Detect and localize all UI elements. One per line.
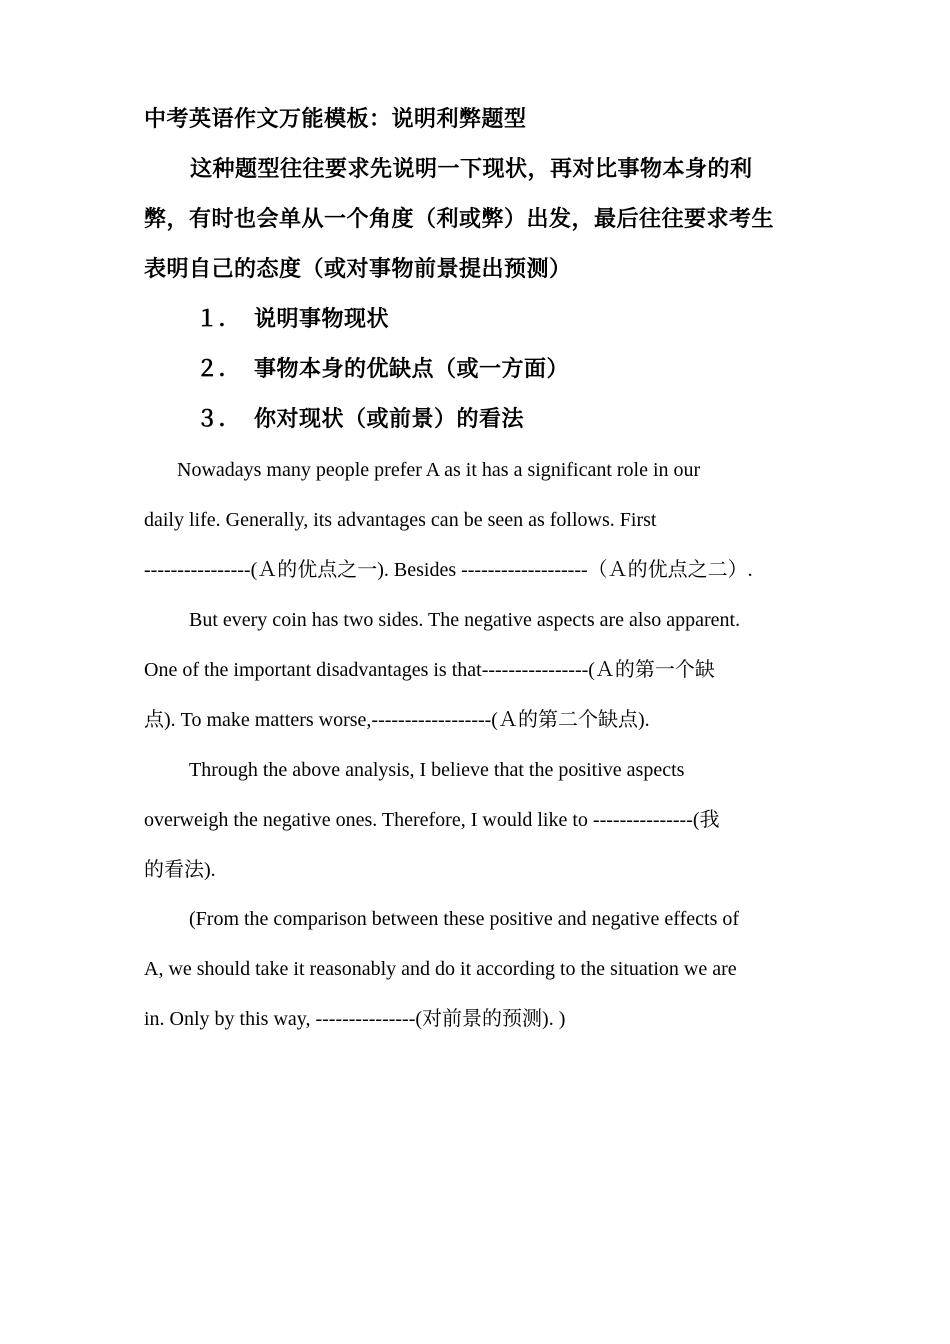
outline-item-1 xyxy=(196,309,389,331)
template-line-12: in. Only by this way, ---------------(对前景的预测). ) xyxy=(144,1008,566,1030)
template-line-4: But every coin has two sides. The negative aspects are also apparent. xyxy=(189,609,741,631)
outline-number: １． xyxy=(196,307,242,332)
outline-item-3 xyxy=(196,409,524,431)
outline-text: 说明事物现状 xyxy=(254,307,390,332)
template-line-2: daily life. Generally, its advantages can be seen as follows. First xyxy=(144,509,657,531)
outline-number: ２． xyxy=(196,357,242,382)
outline-text: 事物本身的优缺点（或一方面） xyxy=(254,357,570,382)
template-line-6: 点). To make matters worse,------------------(Ａ的第二个缺点). xyxy=(144,709,650,731)
template-line-8: overweigh the negative ones. Therefore, I would like to ---------------(我 xyxy=(144,809,720,831)
outline-text: 你对现状（或前景）的看法 xyxy=(254,407,525,432)
template-line-3: ----------------(Ａ的优点之一). Besides -------------------（Ａ的优点之二）. xyxy=(144,559,753,581)
template-line-5: One of the important disadvantages is that----------------(Ａ的第一个缺 xyxy=(144,659,715,681)
template-line-9: 的看法). xyxy=(144,859,216,881)
template-line-11: A, we should take it reasonably and do it according to the situation we are xyxy=(144,958,737,980)
template-line-7: Through the above analysis, I believe that the positive aspects xyxy=(189,759,685,781)
document-title: 中考英语作文万能模板：说明利弊题型 xyxy=(144,107,527,132)
template-line-1: Nowadays many people prefer A as it has a significant role in our xyxy=(177,459,701,481)
intro-line-3: 表明自己的态度（或对事物前景提出预测） xyxy=(144,257,572,282)
outline-number: ３． xyxy=(196,407,242,432)
template-line-10: (From the comparison between these positive and negative effects of xyxy=(189,908,740,930)
outline-item-2 xyxy=(196,359,569,381)
intro-line-2: 弊，有时也会单从一个角度（利或弊）出发，最后往往要求考生 xyxy=(144,207,775,232)
intro-line-1: 这种题型往往要求先说明一下现状，再对比事物本身的利 xyxy=(190,157,753,182)
